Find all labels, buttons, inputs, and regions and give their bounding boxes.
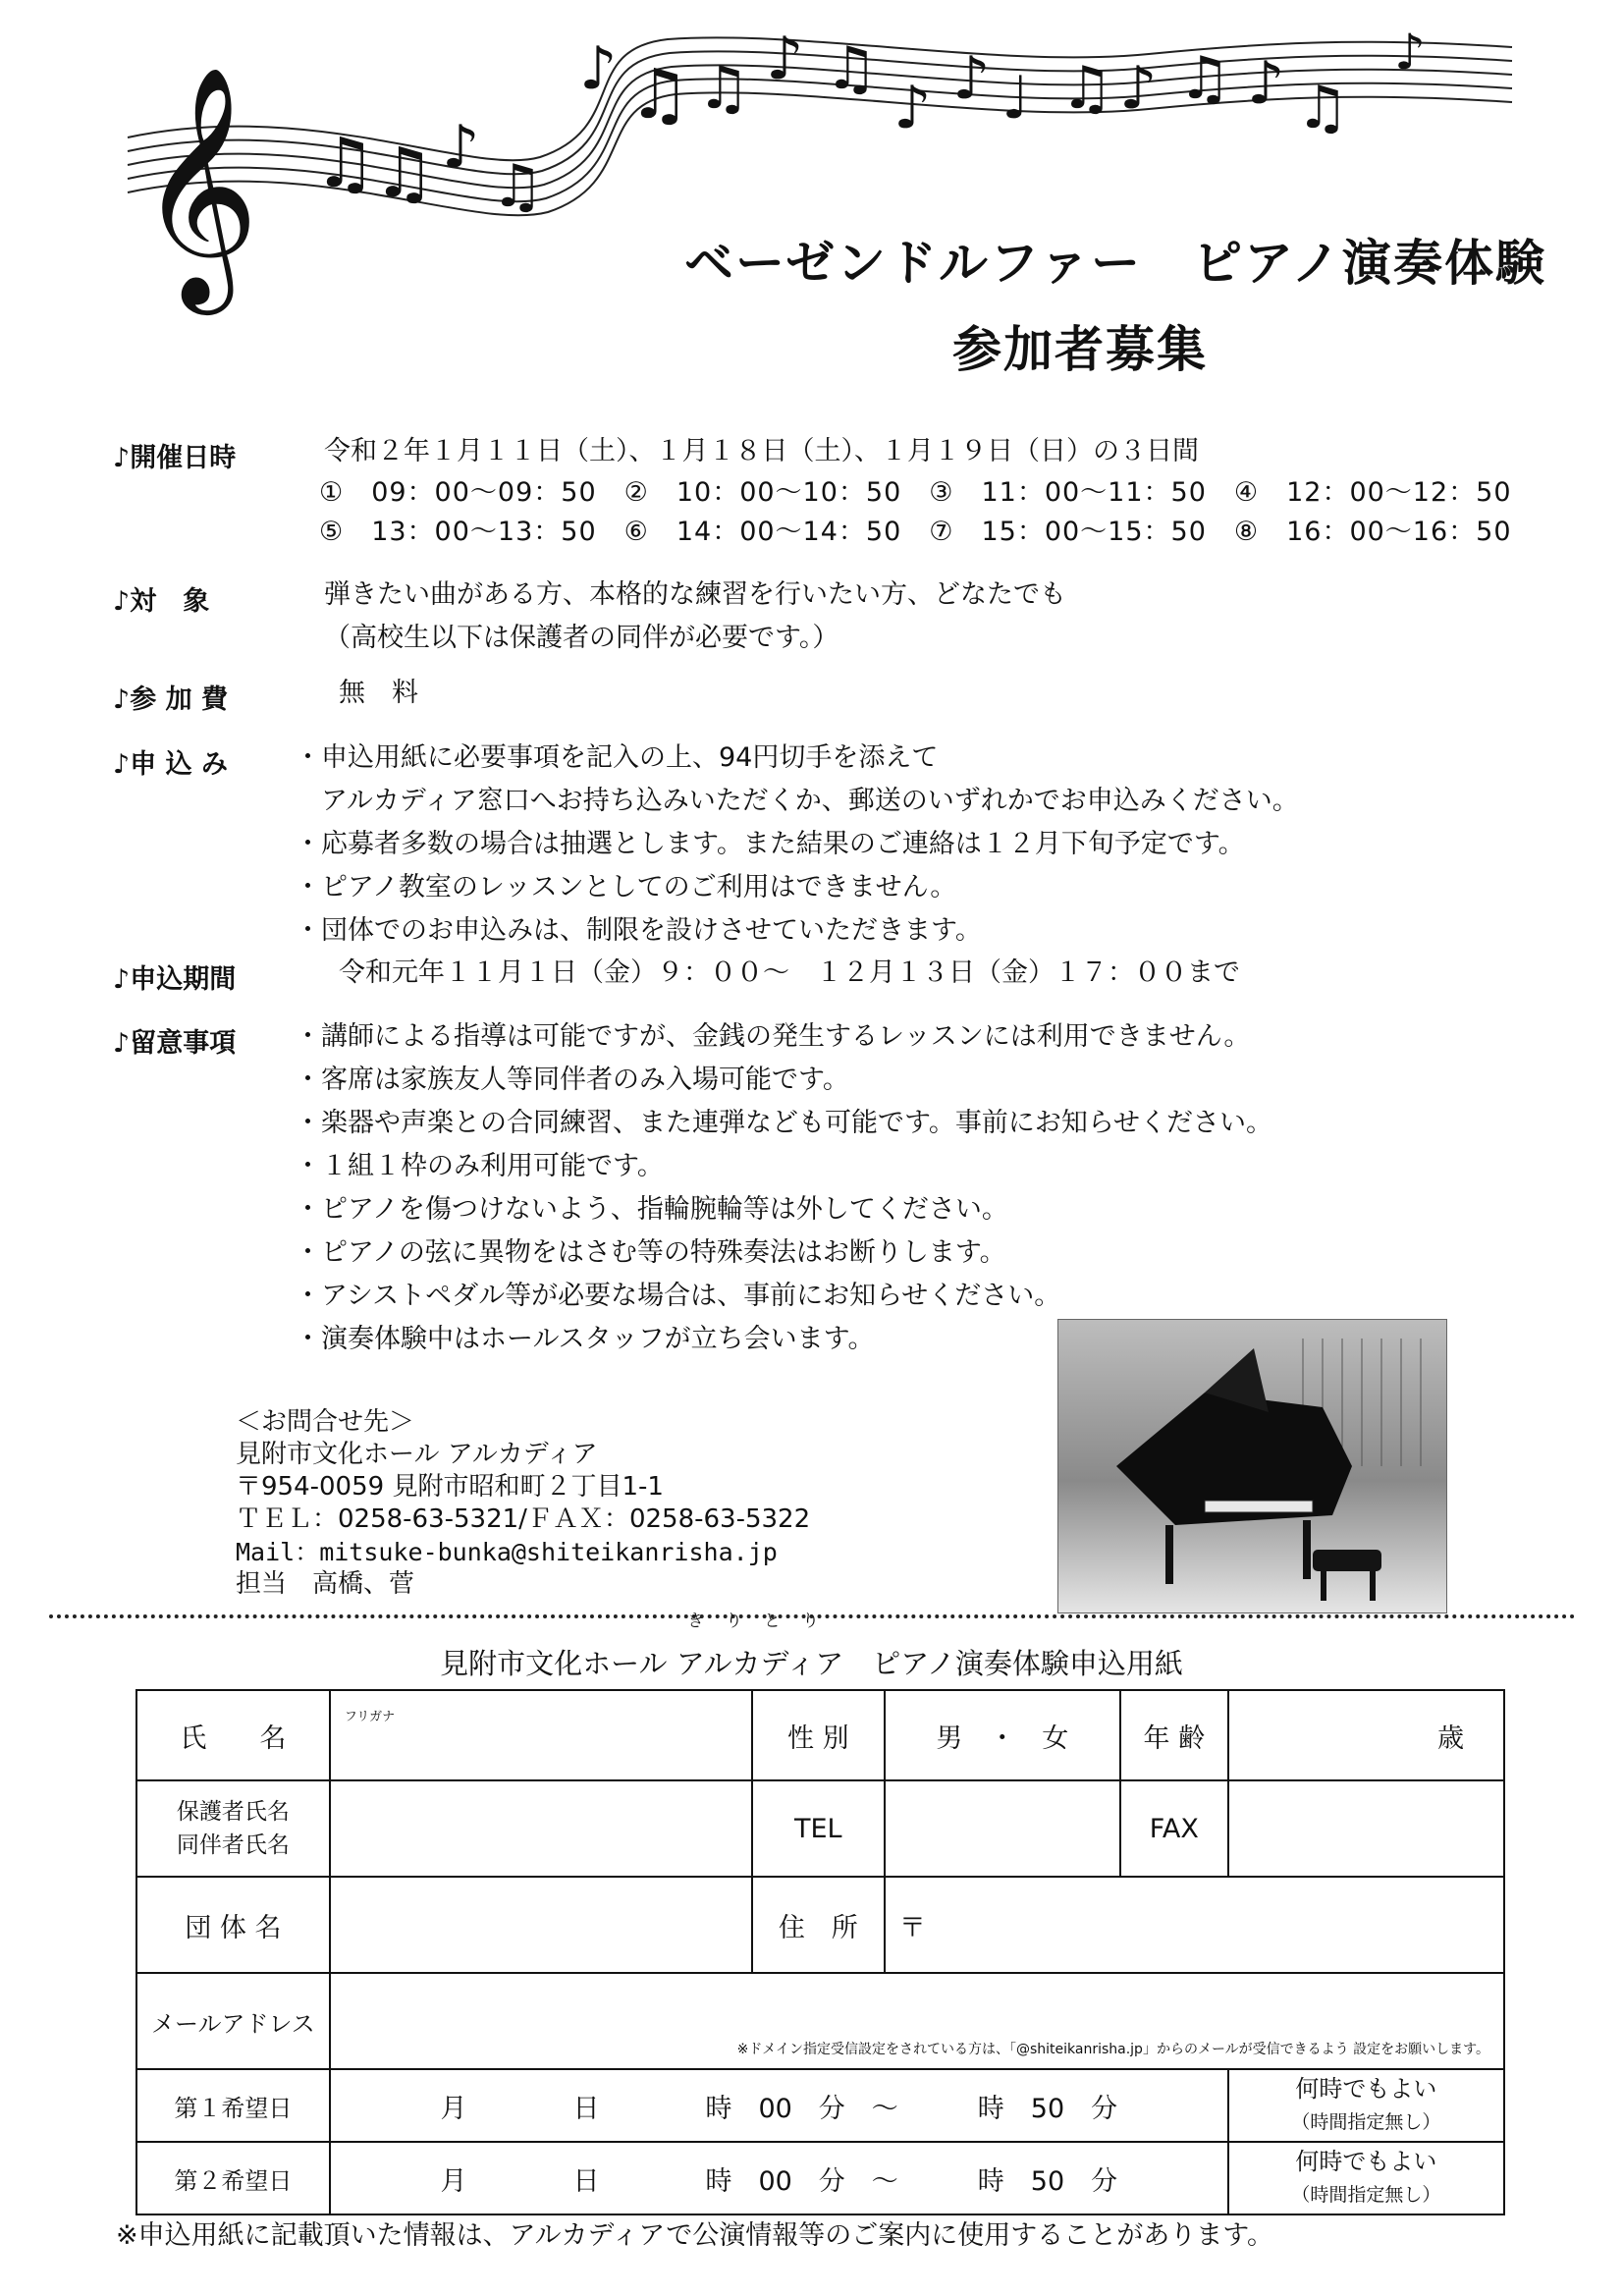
svg-text:♫: ♫ [314,123,376,203]
name-label: 氏 名 [136,1690,330,1780]
target-label: ♪対 象 [113,586,210,617]
svg-text:♫: ♫ [491,152,544,221]
contact-staff: 担当 高橋、菅 [236,1569,415,1599]
guardian-label-line1: 保護者氏名 [176,1799,290,1825]
address-field[interactable]: 〒 [885,1877,1504,1973]
age-label: 年 齢 [1120,1690,1228,1780]
notes-line: ・講師による指導は可能ですが、金銭の発生するレッスンには利用できません。 [295,1021,1251,1052]
choice2-anytime-sub: （時間指定無し） [1291,2184,1441,2206]
cut-ruby: きりとり [687,1612,840,1631]
notes-line: ・楽器や声楽との合同練習、また連弾なども可能です。事前にお知らせください。 [295,1108,1273,1138]
choice2-label: 第２希望日 [136,2142,330,2214]
treble-clef-icon: 𝄞 [137,64,260,304]
svg-text:♪: ♪ [579,34,618,103]
apply-line: ・ピアノ教室のレッスンとしてのご利用はできません。 [295,872,957,902]
period-label: ♪申込期間 [113,964,237,995]
gender-label: 性 別 [752,1690,885,1780]
page-title: ベーゼンドルファー ピアノ演奏体験 [684,235,1546,292]
choice1-anytime[interactable] [1228,2069,1504,2142]
svg-text:♪: ♪ [1394,24,1426,81]
guardian-label-line2: 同伴者氏名 [176,1832,290,1858]
svg-text:♫: ♫ [1178,44,1231,113]
contact-address: 〒954-0059 見附市昭和町２丁目1-1 [236,1472,664,1502]
period-value: 令和元年１１月１日（金）９：００～ １２月１３日（金）１７：００まで [339,957,1240,988]
email-field[interactable] [330,1973,1504,2069]
fee-label: ♪参 加 費 [113,684,229,715]
furigana-label: フリガナ [344,1710,396,1724]
group-field[interactable] [330,1877,752,1973]
name-field[interactable] [330,1690,752,1780]
schedule-slots-row1: ① 09：00～09：50 ② 10：00～10：50 ③ 11：00～11：50 ④ 12：00～12：50 [319,477,1512,508]
contact-tel-fax: ＴＥＬ：0258-63-5321/ＦＡＸ：0258-63-5322 [236,1504,811,1534]
guardian-field[interactable] [330,1780,752,1877]
apply-line: ・団体でのお申込みは、制限を設けさせていただきます。 [295,915,982,946]
notes-lines [295,1015,1272,1361]
svg-text:♪: ♪ [1247,49,1285,118]
page-subtitle: 参加者募集 [952,321,1208,378]
notes-label: ♪留意事項 [113,1028,237,1059]
notes-line: ・演奏体験中はホールスタッフが立ち会います。 [295,1324,875,1354]
group-label: 団 体 名 [136,1877,330,1973]
svg-text:♩: ♩ [1001,64,1030,133]
tel-label: TEL [752,1780,885,1877]
svg-text:♫: ♫ [628,54,690,135]
fax-label: FAX [1120,1780,1228,1877]
apply-line: ・応募者多数の場合は抽選とします。また結果のご連絡は１２月下旬予定です。 [295,829,1245,859]
svg-text:♫: ♫ [1060,54,1113,123]
choice1-time-field[interactable]: 月 日 時 00 分 ～ 時 50 分 [330,2069,1228,2142]
notes-line: ・ピアノの弦に異物をはさむ等の特殊奏法はお断りします。 [295,1237,1006,1268]
schedule-slots-row2: ⑤ 13：00～13：50 ⑥ 14：00～14：50 ⑦ 15：00～15：50 ⑧ 16：00～16：50 [319,517,1512,547]
footnote: ※申込用紙に記載頂いた情報は、アルカディアで公演情報等のご案内に使用することがあります。 [116,2220,1274,2251]
notes-line: ・ピアノを傷つけないよう、指輪腕輪等は外してください。 [295,1194,1008,1225]
schedule-label: ♪開催日時 [113,443,237,473]
address-label: 住 所 [752,1877,885,1973]
target-line2: （高校生以下は保護者の同伴が必要です。） [324,623,839,653]
apply-line: アルカディア窓口へお持ち込みいただくか、郵送のいずれかでお申込みください。 [295,786,1299,816]
age-field[interactable]: 歳 [1228,1690,1504,1780]
choice1-anytime-text: 何時でもよい [1295,2075,1437,2103]
svg-text:♫: ♫ [825,34,878,103]
svg-text:♫: ♫ [697,54,750,123]
fee-value: 無 料 [339,678,418,708]
target-line1: 弾きたい曲がある方、本格的な練習を行いたい方、どなたでも [324,579,1066,610]
svg-text:♫: ♫ [1296,74,1349,142]
contact-heading: ＜お問合せ先＞ [236,1407,415,1437]
email-note: ※ドメイン指定受信設定をされている方は、「@shiteikanrisha.jp」からのメールが受信できるよう 設定をお願いします。 [736,2042,1489,2057]
contact-block [236,1406,810,1601]
choice1-label: 第１希望日 [136,2069,330,2142]
contact-mail[interactable]: Mail：mitsuke-bunka@shiteikanrisha.jp [236,1538,778,1566]
fax-field[interactable] [1228,1780,1504,1877]
svg-text:♪: ♪ [952,44,991,113]
contact-venue: 見附市文化ホール アルカディア [236,1440,598,1469]
application-form [135,1689,1505,2215]
svg-text:♪: ♪ [893,74,932,142]
tel-field[interactable] [885,1780,1120,1877]
choice2-time-field[interactable]: 月 日 時 00 分 ～ 時 50 分 [330,2142,1228,2214]
gender-field[interactable]: 男 ・ 女 [885,1690,1120,1780]
guardian-label [136,1780,330,1877]
svg-text:♫: ♫ [373,133,435,213]
piano-photo [1057,1319,1447,1613]
apply-lines [295,737,1299,953]
notes-line: ・１組１枠のみ利用可能です。 [295,1151,664,1181]
apply-label: ♪申 込 み [113,749,229,780]
svg-text:♪: ♪ [442,113,480,182]
apply-line: ・申込用紙に必要事項を記入の上、94円切手を添えて [295,742,939,773]
form-title: 見附市文化ホール アルカディア ピアノ演奏体験申込用紙 [440,1647,1183,1680]
choice2-anytime[interactable] [1228,2142,1504,2214]
notes-line: ・アシストペダル等が必要な場合は、事前にお知らせください。 [295,1281,1061,1311]
svg-text:♪: ♪ [766,25,804,93]
email-label: メールアドレス [136,1973,330,2069]
notes-line: ・客席は家族友人等同伴者のみ入場可能です。 [295,1065,849,1095]
svg-text:♪: ♪ [1119,54,1158,123]
schedule-dates: 令和２年１月１１日（土）、１月１８日（土）、１月１９日（日）の３日間 [324,436,1199,466]
choice1-anytime-sub: （時間指定無し） [1291,2111,1441,2133]
choice2-anytime-text: 何時でもよい [1295,2148,1437,2175]
